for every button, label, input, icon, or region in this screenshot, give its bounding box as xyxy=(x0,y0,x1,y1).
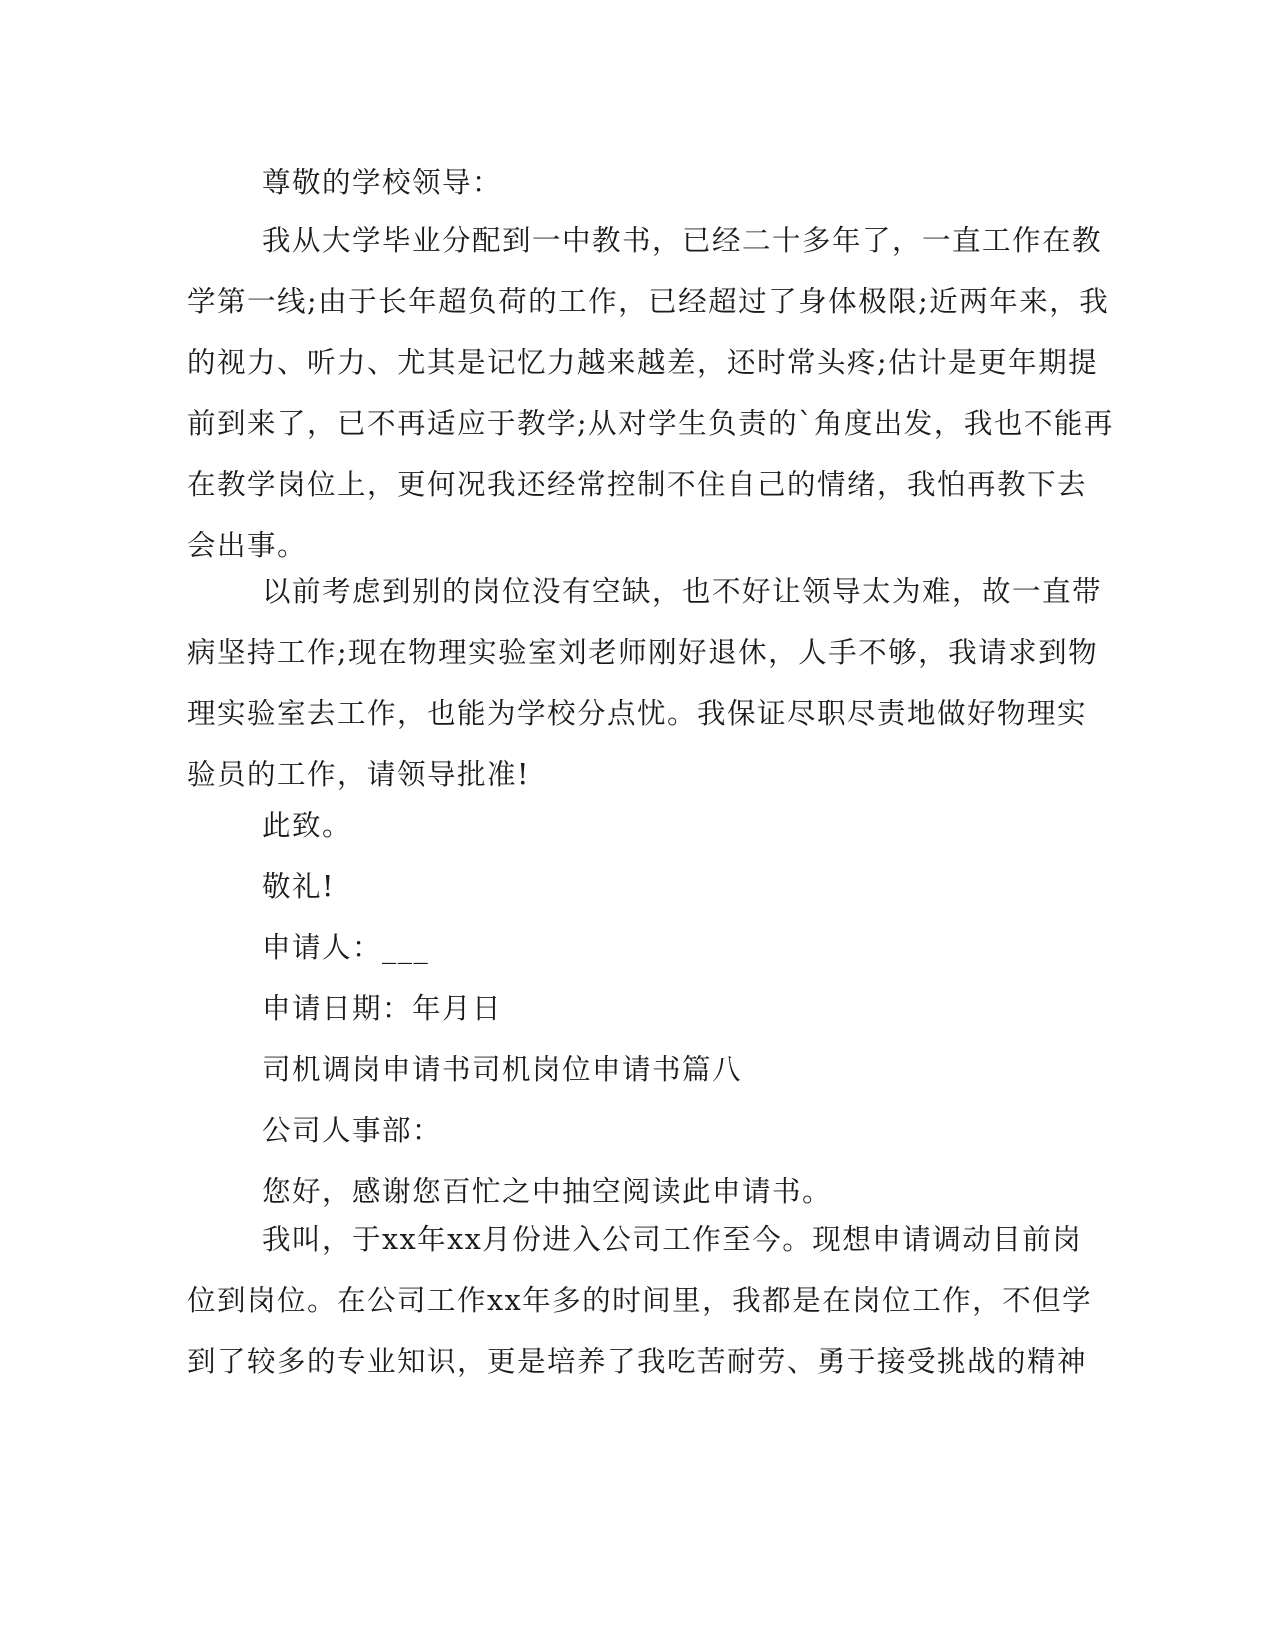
paragraph-3-line-1: 我叫，于xx年xx月份进入公司工作至今。现想申请调动目前岗 xyxy=(262,1223,1083,1256)
paragraph-1-line-5: 在教学岗位上，更何况我还经常控制不住自己的情绪，我怕再教下去 xyxy=(187,468,1088,501)
paragraph-2-line-4: 验员的工作，请领导批准! xyxy=(187,758,530,791)
paragraph-3 xyxy=(187,1209,1093,1392)
addressee-line: 公司人事部： xyxy=(262,1114,443,1147)
paragraph-1 xyxy=(187,210,1114,576)
salutation-text: 尊敬的学校领导： xyxy=(262,166,503,199)
closing-lines xyxy=(187,795,1077,1222)
salutation-line xyxy=(187,152,1077,213)
greeting-line: 您好，感谢您百忙之中抽空阅读此申请书。 xyxy=(262,1175,833,1208)
paragraph-1-line-6: 会出事。 xyxy=(187,529,308,562)
paragraph-2-line-1: 以前考虑到别的岗位没有空缺，也不好让领导太为难，故一直带 xyxy=(262,575,1103,608)
paragraph-2-line-3: 理实验室去工作，也能为学校分点忧。我保证尽职尽责地做好物理实 xyxy=(187,697,1088,730)
paragraph-3-line-2: 位到岗位。在公司工作xx年多的时间里，我都是在岗位工作，不但学 xyxy=(187,1284,1093,1317)
applicant-line: 申请人：___ xyxy=(262,931,430,964)
closing-text-1: 此致。 xyxy=(262,809,353,842)
paragraph-2 xyxy=(187,561,1103,805)
section-title: 司机调岗申请书司机岗位申请书篇八 xyxy=(262,1053,743,1086)
paragraph-3-line-3: 到了较多的专业知识，更是培养了我吃苦耐劳、勇于接受挑战的精神 xyxy=(187,1345,1088,1378)
paragraph-1-line-3: 的视力、听力、尤其是记忆力越来越差，还时常头疼;估计是更年期提 xyxy=(187,346,1099,379)
date-line: 申请日期：年月日 xyxy=(262,992,503,1025)
paragraph-1-line-4: 前到来了，已不再适应于教学;从对学生负责的`角度出发，我也不能再 xyxy=(187,407,1114,440)
paragraph-1-line-1: 我从大学毕业分配到一中教书，已经二十多年了，一直工作在教 xyxy=(262,224,1103,257)
paragraph-2-line-2: 病坚持工作;现在物理实验室刘老师刚好退休，人手不够，我请求到物 xyxy=(187,636,1099,669)
closing-text-2: 敬礼! xyxy=(262,870,335,903)
paragraph-1-line-2: 学第一线;由于长年超负荷的工作，已经超过了身体极限;近两年来，我 xyxy=(187,285,1110,318)
